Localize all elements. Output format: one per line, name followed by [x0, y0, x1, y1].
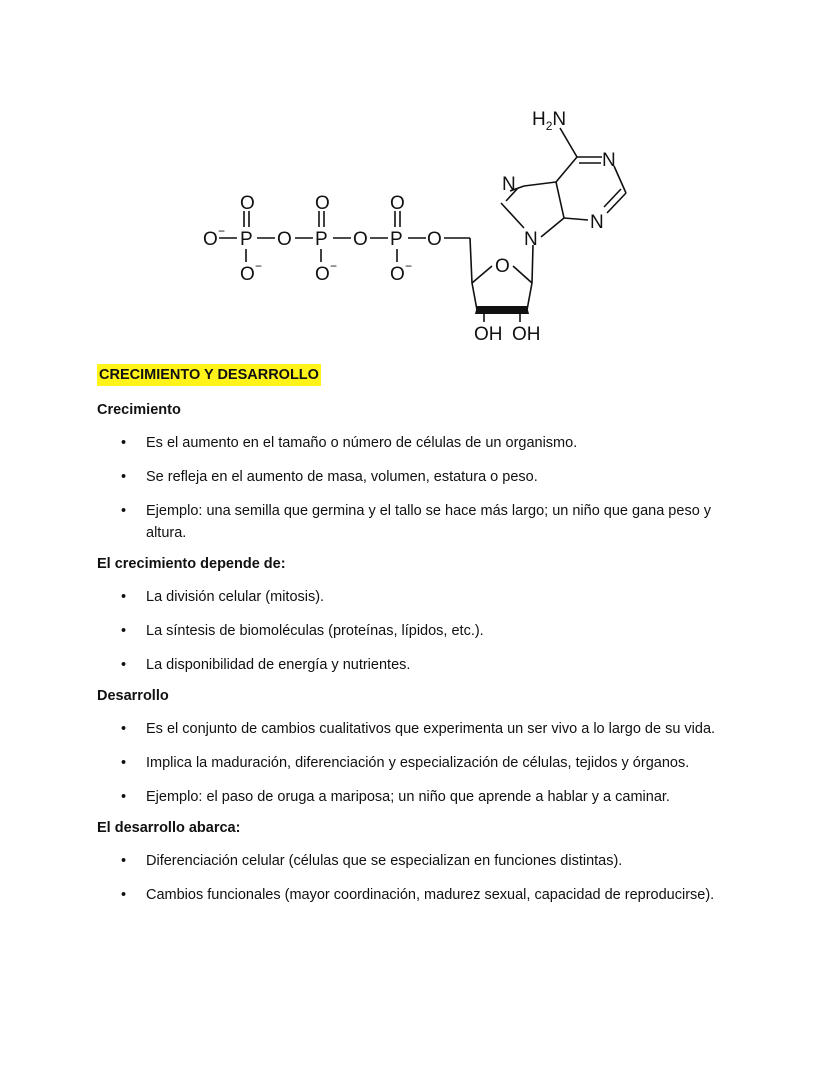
atom-o: O — [277, 229, 292, 250]
list-item: • Es el aumento en el tamaño o número de células de un organismo. — [97, 432, 732, 454]
bullet-list — [97, 718, 732, 808]
list-item: • Es el conjunto de cambios cualitativos que experimenta un ser vivo a lo largo de su vida. — [97, 718, 732, 740]
atom-p: P — [240, 229, 253, 250]
ribose-ring-oxygen: O — [495, 256, 510, 277]
atom-o: O — [315, 193, 330, 214]
amine-label: $H_2N$ — [532, 109, 567, 133]
atom-o: O — [203, 229, 218, 250]
bullet-list — [97, 586, 732, 676]
charge-minus: − — [405, 259, 413, 273]
atom-o: O — [240, 264, 255, 285]
list-item: • Diferenciación celular (células que se especializan en funciones distintas). — [97, 850, 732, 872]
atom-o: O — [390, 264, 405, 285]
heading-crecimiento: Crecimiento — [97, 402, 181, 418]
list-item: • Cambios funcionales (mayor coordinación, madurez sexual, capacidad de reproducirse). — [97, 884, 732, 906]
list-item: • Ejemplo: el paso de oruga a mariposa; un niño que aprende a hablar y a caminar. — [97, 786, 732, 808]
atom-o: O — [240, 193, 255, 214]
bullet-list — [97, 850, 732, 906]
atom-o: O — [427, 229, 442, 250]
list-item: • Se refleja en el aumento de masa, volumen, estatura o peso. — [97, 466, 732, 488]
heading-crecimiento-depende: El crecimiento depende de: — [97, 556, 286, 572]
ribose-bold-bond — [475, 306, 529, 314]
atom-n: N — [524, 229, 538, 250]
atom-n: N — [602, 150, 616, 171]
list-item: • La disponibilidad de energía y nutrientes. — [97, 654, 732, 676]
bullet-list — [97, 432, 732, 544]
list-item: • La división celular (mitosis). — [97, 586, 732, 608]
charge-minus: − — [255, 259, 263, 273]
charge-minus: − — [330, 259, 338, 273]
list-item: • Implica la maduración, diferenciación y especialización de células, tejidos y órganos. — [97, 752, 732, 774]
document-body — [97, 364, 732, 906]
heading-desarrollo: Desarrollo — [97, 688, 169, 704]
list-item: • Ejemplo: una semilla que germina y el tallo se hace más largo; un niño que gana peso y altura. — [97, 500, 732, 544]
charge-minus: − — [218, 224, 226, 238]
atom-n: N — [590, 212, 604, 233]
atom-o: O — [390, 193, 405, 214]
molecule-bonds — [219, 128, 626, 322]
atom-n: N — [502, 174, 516, 195]
atom-o: O — [353, 229, 368, 250]
hydroxyl-label: OH — [474, 324, 503, 345]
list-item: • La síntesis de biomoléculas (proteínas, lípidos, etc.). — [97, 620, 732, 642]
atp-molecule-diagram — [195, 95, 655, 350]
section-title: CRECIMIENTO Y DESARROLLO — [97, 364, 321, 386]
atom-p: P — [315, 229, 328, 250]
atom-o: O — [315, 264, 330, 285]
heading-desarrollo-abarca: El desarrollo abarca: — [97, 820, 241, 836]
hydroxyl-label: OH — [512, 324, 541, 345]
atom-p: P — [390, 229, 403, 250]
